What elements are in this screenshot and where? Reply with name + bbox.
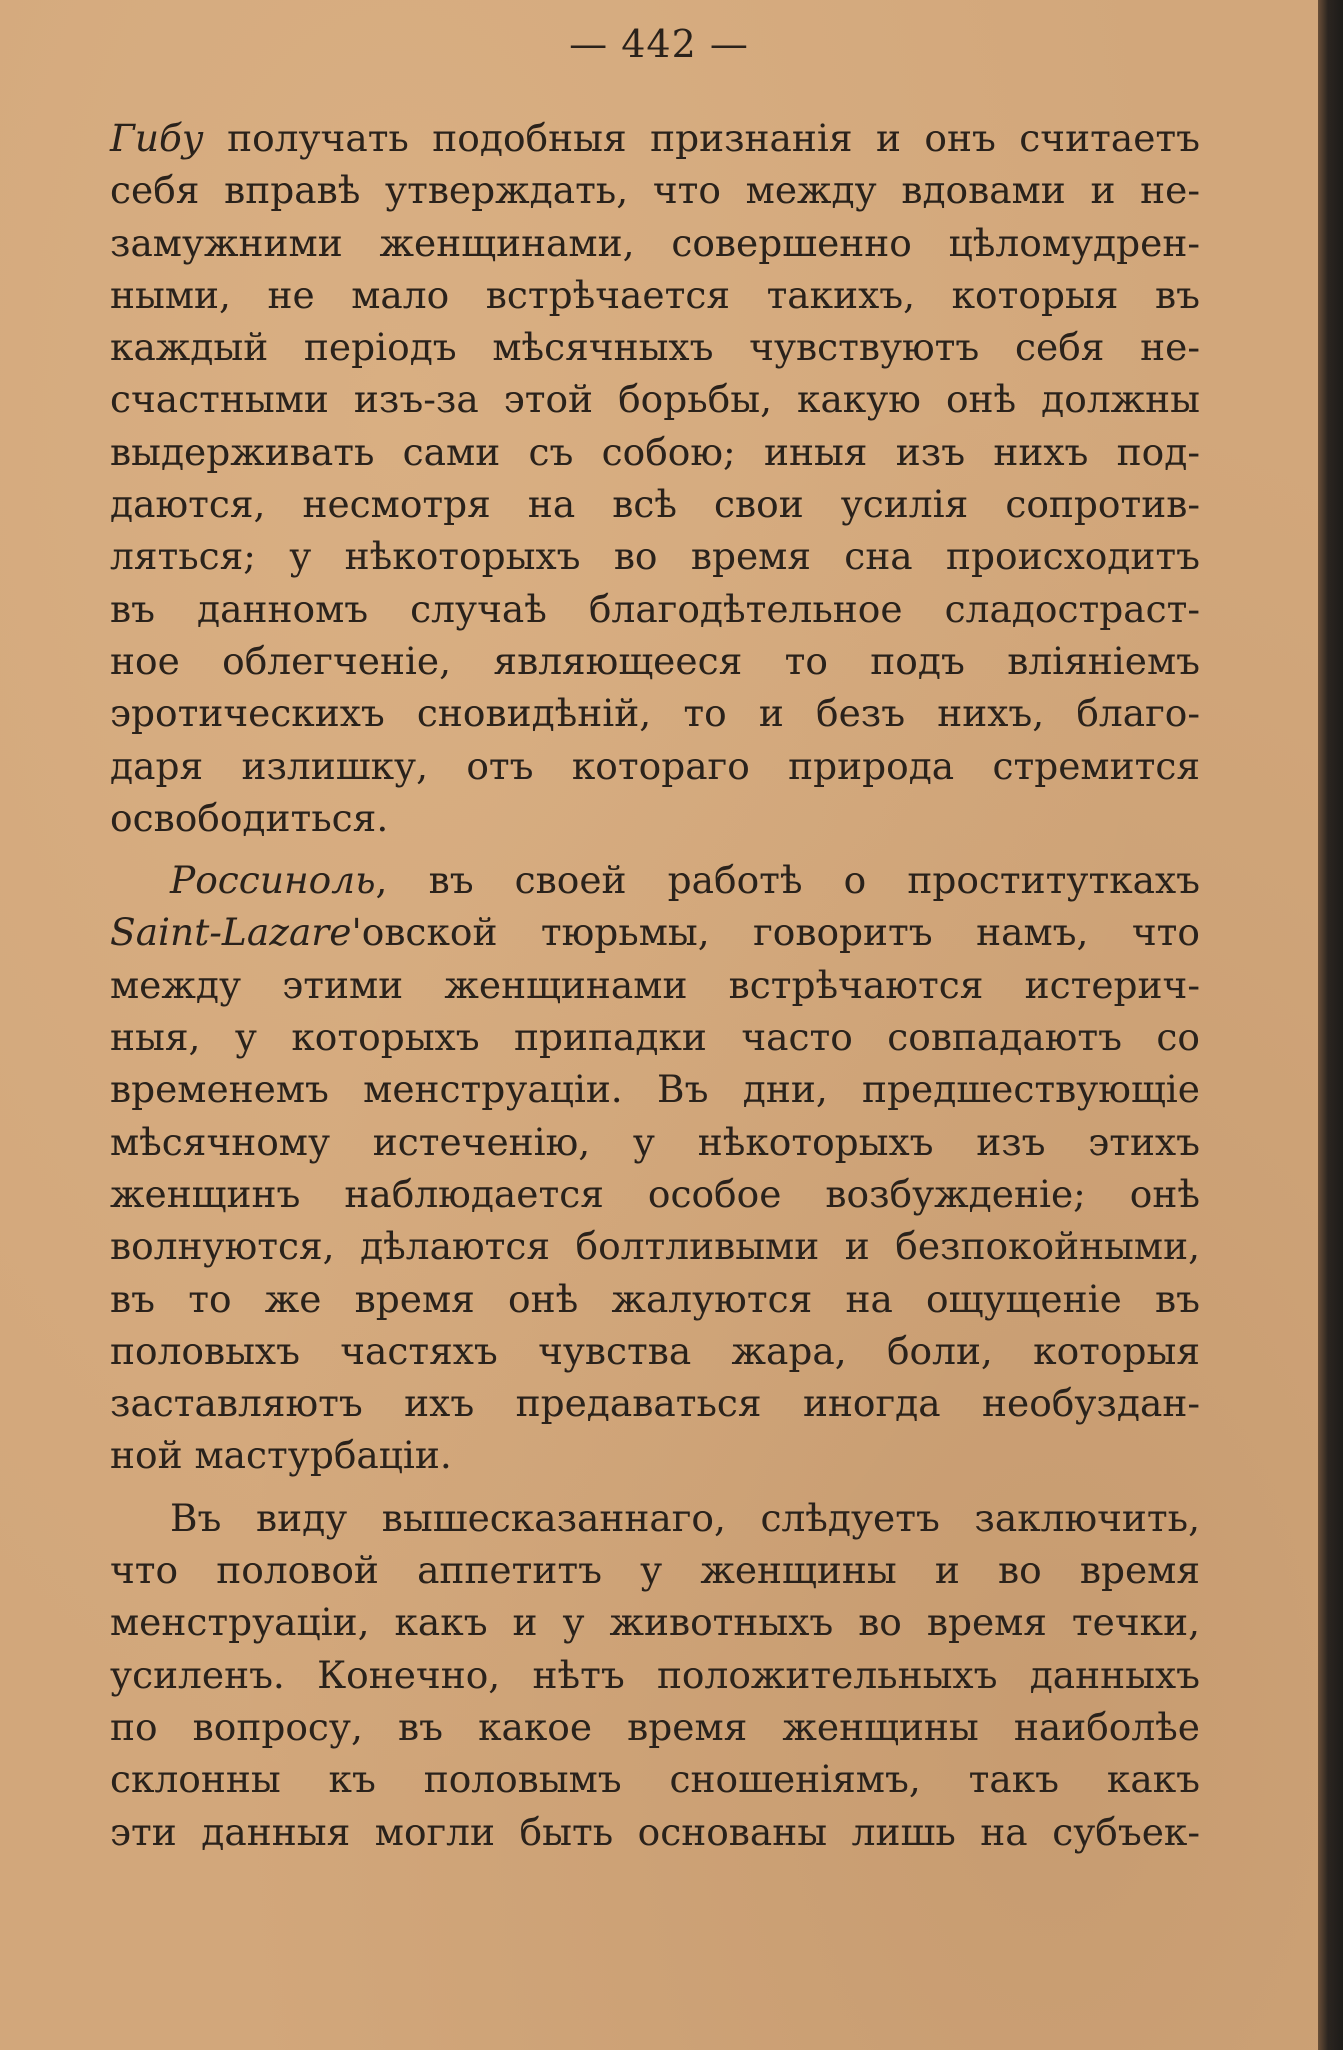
text-line: ное облегченіе, являющееся то подъ вліяніемъ bbox=[110, 638, 1200, 683]
text-line: эротическихъ сновидѣній, то и безъ нихъ, благо- bbox=[110, 691, 1200, 736]
page-number: — 442 — bbox=[569, 22, 749, 66]
line-text: , въ своей работѣ о проституткахъ bbox=[375, 858, 1200, 903]
text-line: волнуются, дѣлаются болтливыми и безпокойными, bbox=[110, 1224, 1200, 1269]
text-line: по вопросу, въ какое время женщины наиболѣе bbox=[110, 1704, 1200, 1749]
text-line: менструаціи, какъ и у животныхъ во время течки, bbox=[110, 1600, 1200, 1645]
paragraph-2 bbox=[110, 854, 1200, 1482]
line-text: получать подобныя признанія и онъ считаетъ bbox=[203, 116, 1200, 160]
text-line: себя вправѣ утверждать, что между вдовами и не- bbox=[110, 168, 1200, 213]
text-line: склонны къ половымъ сношеніямъ, такъ какъ bbox=[110, 1757, 1200, 1802]
paragraph-gap bbox=[110, 1482, 1200, 1492]
text-line: эти данныя могли быть основаны лишь на субъек- bbox=[110, 1809, 1200, 1854]
text-line: женщинъ наблюдается особое возбужденіе; онѣ bbox=[110, 1171, 1200, 1216]
text-line: ной мастурбаціи. bbox=[110, 1433, 452, 1478]
paragraph-1 bbox=[110, 112, 1200, 844]
paragraph-gap bbox=[110, 844, 1200, 854]
text-line: мѣсячному истеченію, у нѣкоторыхъ изъ этихъ bbox=[110, 1119, 1200, 1164]
text-line: усиленъ. Конечно, нѣтъ положительныхъ данныхъ bbox=[110, 1652, 1200, 1697]
text-line bbox=[110, 112, 1200, 164]
text-line: освободиться. bbox=[110, 795, 389, 840]
text-line: выдерживать сами съ собою; иныя изъ нихъ под- bbox=[110, 429, 1200, 474]
text-line: каждый періодъ мѣсячныхъ чувствуютъ себя не- bbox=[110, 325, 1200, 370]
text-line: заставляютъ ихъ предаваться иногда необуздан- bbox=[110, 1381, 1200, 1426]
paragraph-3 bbox=[110, 1492, 1200, 1858]
text-line: ными, не мало встрѣчается такихъ, которыя въ bbox=[110, 272, 1200, 317]
text-line: даря излишку, отъ котораго природа стремится bbox=[110, 743, 1200, 788]
line-text: 'овской тюрьмы, говоритъ намъ, что bbox=[351, 910, 1200, 955]
text-line: въ то же время онѣ жалуются на ощущеніе въ bbox=[110, 1276, 1200, 1321]
text-line: даются, несмотря на всѣ свои усилія сопротив- bbox=[110, 482, 1200, 527]
text-line: половыхъ частяхъ чувства жара, боли, которыя bbox=[110, 1328, 1200, 1373]
text-line: замужними женщинами, совершенно цѣломудрен- bbox=[110, 220, 1200, 265]
body-text bbox=[110, 112, 1200, 1858]
text-line bbox=[110, 854, 1200, 906]
author-name-rossinol: Россиноль bbox=[170, 858, 376, 903]
text-line: ныя, у которыхъ припадки часто совпадаютъ со bbox=[110, 1015, 1200, 1060]
text-line: что половой аппетитъ у женщины и во время bbox=[110, 1548, 1200, 1593]
text-line bbox=[110, 906, 1200, 958]
author-name-gibu: Гибу bbox=[110, 116, 204, 160]
scan-edge-shadow bbox=[1318, 0, 1343, 2050]
text-line: Въ виду вышесказаннаго, слѣдуетъ заключить, bbox=[170, 1495, 1200, 1540]
text-line: счастными изъ-за этой борьбы, какую онѣ должны bbox=[110, 377, 1200, 422]
text-line: ляться; у нѣкоторыхъ во время сна происходитъ bbox=[110, 534, 1200, 579]
text-line: временемъ менструаціи. Въ дни, предшествующіе bbox=[110, 1067, 1200, 1112]
text-line: между этими женщинами встрѣчаются истерич- bbox=[110, 962, 1200, 1007]
text-line: въ данномъ случаѣ благодѣтельное сладостраст- bbox=[110, 586, 1200, 631]
place-name-saint-lazare: Saint-Lazare bbox=[110, 910, 352, 955]
